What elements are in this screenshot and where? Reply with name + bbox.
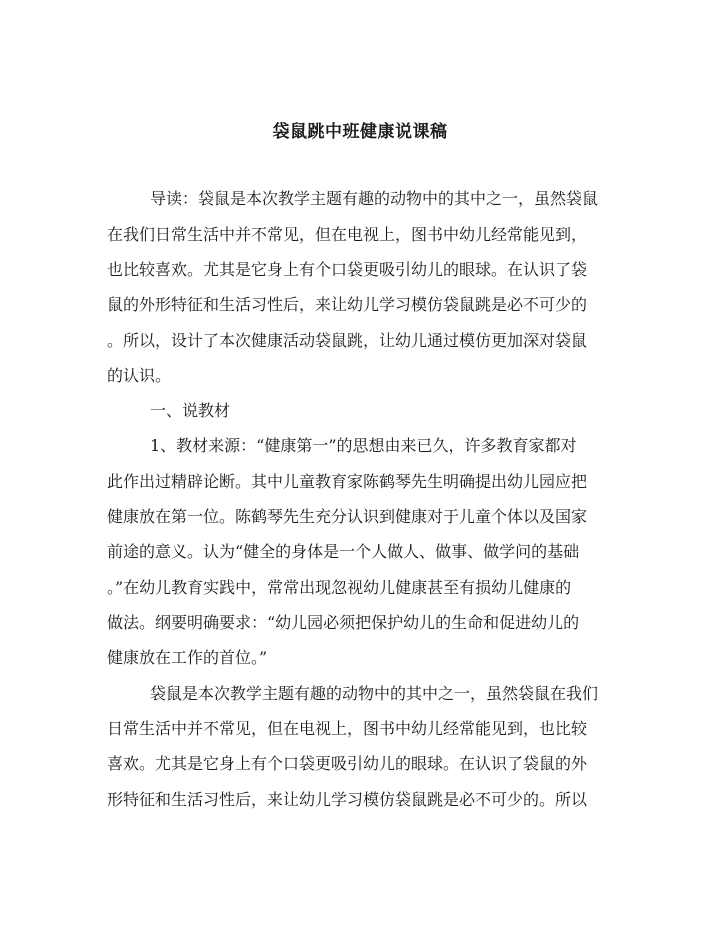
material-line-7: 健康放在工作的首位。” [107,648,268,667]
intro-line-2: 在我们日常生活中并不常见，但在电视上，图书中幼儿经常能见到， [107,225,588,244]
body-line-3: 喜欢。尤其是它身上有个口袋更吸引幼儿的眼球。在认识了袋鼠的外 [107,754,588,773]
intro-line-4: 鼠的外形特征和生活习性后，来让幼儿学习模仿袋鼠跳是必不可少的 [107,295,588,314]
intro-line-5: 。所以，设计了本次健康活动袋鼠跳，让幼儿通过模仿更加深对袋鼠 [107,331,588,350]
body-line-1: 袋鼠是本次教学主题有趣的动物中的其中之一，虽然袋鼠在我们 [150,684,599,703]
material-line-4: 前途的意义。认为“健全的身体是一个人做人、做事、做学问的基础 [107,542,580,561]
material-line-6: 做法。纲要明确要求：“幼儿园必须把保护幼儿的生命和促进幼儿的 [107,613,580,632]
intro-line-6: 的认识。 [107,366,172,385]
intro-line-3: 也比较喜欢。尤其是它身上有个口袋更吸引幼儿的眼球。在认识了袋 [107,260,588,279]
intro-line-1: 导读：袋鼠是本次教学主题有趣的动物中的其中之一，虽然袋鼠 [150,189,599,208]
document-title: 袋鼠跳中班健康说课稿 [272,122,448,142]
material-line-5: 。”在幼儿教育实践中，常常出现忽视幼儿健康甚至有损幼儿健康的 [107,578,572,597]
material-line-2: 此作出过精辟论断。其中儿童教育家陈鹤琴先生明确提出幼儿园应把 [107,472,588,491]
body-line-4: 形特征和生活习性后，来让幼儿学习模仿袋鼠跳是必不可少的。所以 [107,790,588,809]
body-line-2: 日常生活中并不常见，但在电视上，图书中幼儿经常能见到，也比较 [107,719,588,738]
section-heading: 一、说教材 [150,401,231,420]
material-line-3: 健康放在第一位。陈鹤琴先生充分认识到健康对于儿童个体以及国家 [107,507,588,526]
material-line-1: 1、教材来源：“健康第一”的思想由来已久，许多教育家都对 [150,436,577,455]
